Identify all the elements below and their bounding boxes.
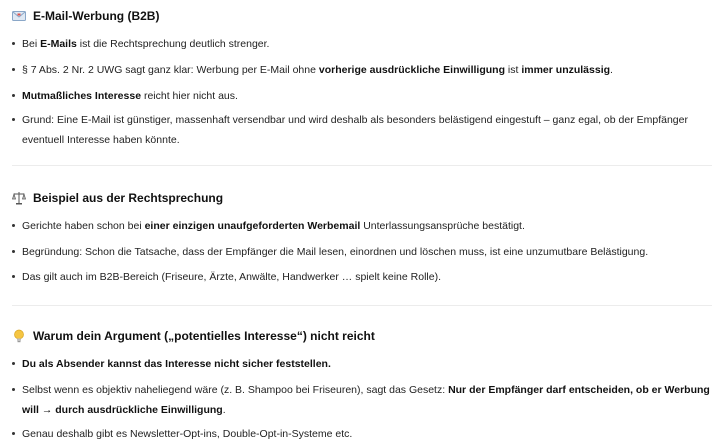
list-item: Gerichte haben schon bei einer einzigen unaufgeforderten Werbemail Unterlassungsansprüche bestätigt. (12, 216, 712, 236)
envelope-icon (12, 9, 26, 23)
section-divider (12, 165, 712, 166)
section-divider (12, 305, 712, 306)
list-item: § 7 Abs. 2 Nr. 2 UWG sagt ganz klar: Werbung per E-Mail ohne vorherige ausdrückliche Einwilligung ist immer unzulässig. (12, 60, 712, 80)
list-item: Das gilt auch im B2B-Bereich (Friseure, Ärzte, Anwälte, Handwerker … spielt keine Rolle). (12, 267, 712, 287)
list-item: Du als Absender kannst das Interesse nicht sicher feststellen. (12, 354, 712, 374)
list-item: Genau deshalb gibt es Newsletter-Opt-ins, Double-Opt-in-Systeme etc. (12, 424, 712, 444)
section-heading (12, 328, 375, 344)
list-item: Selbst wenn es objektiv naheliegend wäre (z. B. Shampoo bei Friseuren), sagt das Gesetz: Nur der Empfänger darf entscheiden, ob er Werbung will → durch ausdrückliche Einwilligung. (12, 380, 712, 420)
scales-icon (12, 191, 26, 205)
lightbulb-icon (12, 329, 26, 343)
list-item: Mutmaßliches Interesse reicht hier nicht aus. (12, 86, 712, 106)
list-item: Grund: Eine E-Mail ist günstiger, massenhaft versendbar und wird deshalb als besonders belästigend eingestuft – ganz egal, ob der Empfänger eventuell Interesse haben könnte. (12, 110, 712, 150)
section-title: E-Mail-Werbung (B2B) (33, 9, 160, 23)
section-heading (12, 8, 159, 24)
list-item: Bei E-Mails ist die Rechtsprechung deutlich strenger. (12, 34, 712, 54)
section-title: Beispiel aus der Rechtsprechung (33, 191, 224, 205)
list-item: Begründung: Schon die Tatsache, dass der Empfänger die Mail lesen, einordnen und löschen muss, ist eine unzumutbare Belästigung. (12, 242, 712, 262)
section-title: Warum dein Argument („potentielles Interesse“) nicht reicht (33, 329, 375, 343)
section-heading (12, 190, 223, 206)
